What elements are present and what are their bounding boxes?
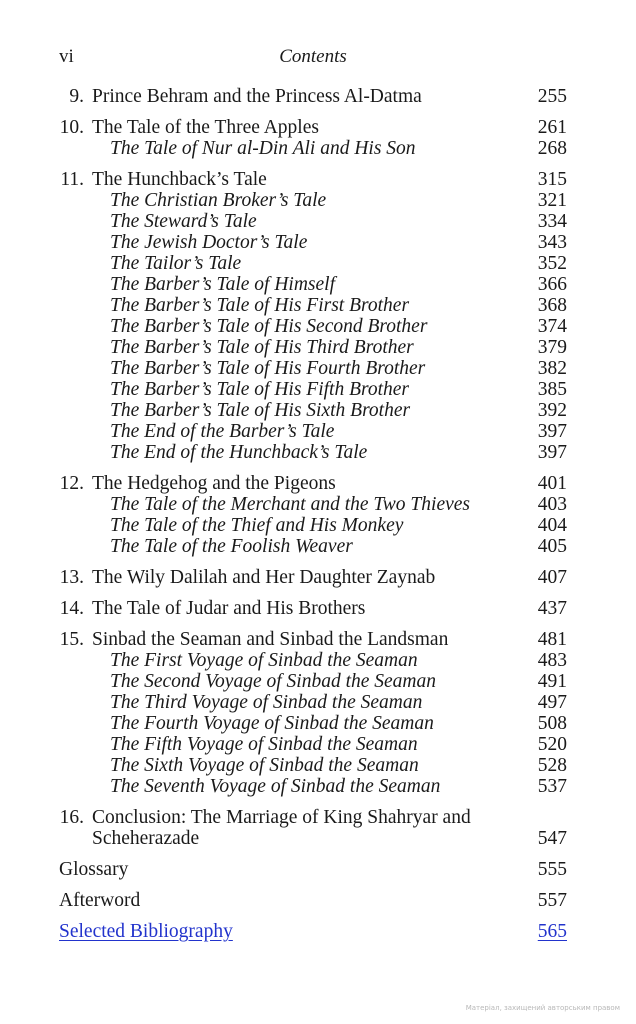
subentry-title: The Barber’s Tale of His Third Brother — [110, 337, 414, 358]
toc-entry — [59, 890, 567, 911]
chapter-title: The Hedgehog and the Pigeons — [92, 473, 336, 494]
page-number: 397 — [537, 421, 567, 442]
subentry-title: The Second Voyage of Sinbad the Seaman — [110, 671, 437, 692]
page-number: 334 — [537, 211, 567, 232]
toc-chapter — [59, 117, 567, 159]
toc-subentry — [59, 442, 567, 463]
toc-entry — [59, 807, 567, 828]
subentry-title: The Fifth Voyage of Sinbad the Seaman — [110, 734, 418, 755]
toc-subentry — [59, 190, 567, 211]
page-number: 405 — [537, 536, 567, 557]
toc-entry — [59, 567, 567, 588]
chapter-number: 12. — [59, 473, 84, 494]
subentry-title: The Barber’s Tale of His Fifth Brother — [110, 379, 410, 400]
toc-chapter — [59, 473, 567, 557]
chapter-title: The Hunchback’s Tale — [92, 169, 267, 190]
subentry-title: The Barber’s Tale of His Sixth Brother — [110, 400, 411, 421]
toc-subentry — [59, 734, 567, 755]
page-number: 397 — [537, 442, 567, 463]
page-number: 382 — [537, 358, 567, 379]
toc-subentry — [59, 776, 567, 797]
page-number: 366 — [537, 274, 567, 295]
toc-entry — [59, 473, 567, 494]
toc-subentry — [59, 515, 567, 536]
toc-chapter — [59, 567, 567, 588]
page-number: 352 — [537, 253, 567, 274]
subentry-title: The Sixth Voyage of Sinbad the Seaman — [110, 755, 419, 776]
subentry-title: The Tale of the Foolish Weaver — [110, 536, 353, 557]
page-number: 379 — [537, 337, 567, 358]
subentry-title: The Steward’s Tale — [110, 211, 257, 232]
toc-entry — [59, 859, 567, 880]
chapter-number: 15. — [59, 629, 84, 650]
page-number: 315 — [537, 169, 567, 190]
bibliography-page-link: 565 — [537, 921, 567, 942]
page-number: 321 — [537, 190, 567, 211]
page-number: 483 — [537, 650, 567, 671]
page-number: 555 — [537, 859, 567, 880]
toc-chapter — [59, 807, 567, 849]
subentry-title: The Barber’s Tale of His Second Brother — [110, 316, 428, 337]
chapter-title-continued: Scheherazade — [92, 828, 200, 849]
toc-subentry — [59, 671, 567, 692]
toc-subentry — [59, 295, 567, 316]
chapter-number: 14. — [59, 598, 84, 619]
toc-subentry — [59, 650, 567, 671]
table-of-contents — [59, 86, 567, 952]
page-number: 528 — [537, 755, 567, 776]
subentry-title: The End of the Barber’s Tale — [110, 421, 335, 442]
subentry-title: The Third Voyage of Sinbad the Seaman — [110, 692, 423, 713]
chapter-title: The Tale of Judar and His Brothers — [92, 598, 366, 619]
copyright-watermark: Матеріал, захищений авторським правом — [465, 1004, 620, 1012]
toc-subentry — [59, 337, 567, 358]
toc-subentry — [59, 358, 567, 379]
subentry-title: The Barber’s Tale of Himself — [110, 274, 335, 295]
toc-subentry — [59, 421, 567, 442]
subentry-title: The Jewish Doctor’s Tale — [110, 232, 308, 253]
toc-chapter — [59, 169, 567, 463]
bibliography-title: Selected Bibliography — [59, 921, 233, 942]
page-folio: vi — [59, 46, 74, 67]
toc-subentry — [59, 400, 567, 421]
toc-subentry — [59, 755, 567, 776]
page-number: 401 — [537, 473, 567, 494]
toc-subentry — [59, 692, 567, 713]
toc-subentry — [59, 138, 567, 159]
subentry-title: The Christian Broker’s Tale — [110, 190, 327, 211]
page-number: 268 — [537, 138, 567, 159]
page-number: 497 — [537, 692, 567, 713]
bibliography-link[interactable] — [59, 921, 567, 942]
toc-subentry — [59, 713, 567, 734]
running-head: Contents — [279, 46, 347, 67]
page-number: 437 — [537, 598, 567, 619]
chapter-title: The Tale of the Three Apples — [92, 117, 319, 138]
chapter-title: Sinbad the Seaman and Sinbad the Landsman — [92, 629, 449, 650]
page-number: 403 — [537, 494, 567, 515]
chapter-number: 13. — [59, 567, 84, 588]
page-number: 508 — [537, 713, 567, 734]
toc-chapter — [59, 629, 567, 797]
toc-entry-continuation — [59, 828, 567, 849]
subentry-title: The Barber’s Tale of His Fourth Brother — [110, 358, 426, 379]
toc-subentry — [59, 536, 567, 557]
page-number: 374 — [537, 316, 567, 337]
toc-entry — [59, 169, 567, 190]
toc-subentry — [59, 211, 567, 232]
toc-chapter — [59, 86, 567, 107]
subentry-title: The Seventh Voyage of Sinbad the Seaman — [110, 776, 441, 797]
toc-subentry — [59, 316, 567, 337]
subentry-title: The Tale of Nur al-Din Ali and His Son — [110, 138, 416, 159]
toc-subentry — [59, 494, 567, 515]
chapter-title: Conclusion: The Marriage of King Shahryar and — [92, 807, 471, 828]
page-number: 407 — [537, 567, 567, 588]
page-number: 547 — [537, 828, 567, 849]
page-number: 368 — [537, 295, 567, 316]
toc-subentry — [59, 232, 567, 253]
toc-subentry — [59, 379, 567, 400]
toc-back-matter — [59, 859, 567, 880]
chapter-title: Prince Behram and the Princess Al-Datma — [92, 86, 422, 107]
chapter-number: 11. — [60, 169, 84, 190]
page-number: 481 — [537, 629, 567, 650]
subentry-title: The Tale of the Merchant and the Two Thieves — [110, 494, 470, 515]
page-number: 343 — [537, 232, 567, 253]
page-number: 385 — [537, 379, 567, 400]
toc-subentry — [59, 274, 567, 295]
chapter-title: The Wily Dalilah and Her Daughter Zaynab — [92, 567, 436, 588]
toc-back-matter — [59, 921, 567, 942]
page-header — [59, 46, 567, 72]
chapter-number: 16. — [59, 807, 84, 828]
page-number: 255 — [537, 86, 567, 107]
toc-back-matter — [59, 890, 567, 911]
subentry-title: The End of the Hunchback’s Tale — [110, 442, 368, 463]
page-number: 404 — [537, 515, 567, 536]
page-number: 261 — [537, 117, 567, 138]
subentry-title: The Tailor’s Tale — [110, 253, 242, 274]
toc-entry — [59, 117, 567, 138]
page-number: 557 — [537, 890, 567, 911]
subentry-title: The Barber’s Tale of His First Brother — [110, 295, 410, 316]
toc-chapter — [59, 598, 567, 619]
subentry-title: The Fourth Voyage of Sinbad the Seaman — [110, 713, 434, 734]
back-matter-title: Afterword — [59, 890, 141, 911]
toc-entry — [59, 86, 567, 107]
back-matter-title: Glossary — [59, 859, 129, 880]
chapter-number: 10. — [59, 117, 84, 138]
page-number: 392 — [537, 400, 567, 421]
toc-entry — [59, 598, 567, 619]
page-number: 491 — [537, 671, 567, 692]
chapter-number: 9. — [69, 86, 84, 107]
page-number: 537 — [537, 776, 567, 797]
page-number: 520 — [537, 734, 567, 755]
subentry-title: The First Voyage of Sinbad the Seaman — [110, 650, 418, 671]
toc-entry — [59, 629, 567, 650]
toc-subentry — [59, 253, 567, 274]
subentry-title: The Tale of the Thief and His Monkey — [110, 515, 404, 536]
